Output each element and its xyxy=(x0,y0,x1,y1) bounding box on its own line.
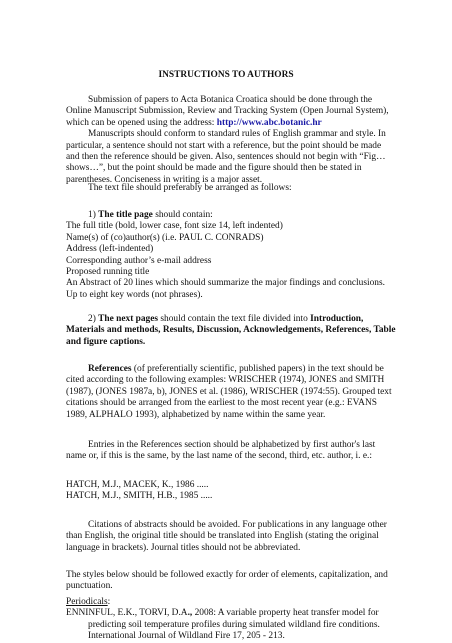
page-title: INSTRUCTIONS TO AUTHORS xyxy=(158,70,294,80)
title-page-heading xyxy=(66,210,396,221)
title-page-item: Proposed running title xyxy=(66,267,150,278)
style-paragraph: Manuscripts should conform to standard rules of English grammar and style. In particular, a sentence should not start with a reference, but the point should be made and then the reference should be given. Also, sentences should not begin with “Fig…shows…”, but the point should be made and the figure should then be stated in parentheses. Conciseness in writing is a major asset. xyxy=(66,129,386,185)
references-label: References xyxy=(88,364,132,374)
arrangement-note xyxy=(66,183,396,194)
title-page-label: The title page xyxy=(98,210,153,220)
abstracts-section xyxy=(66,520,396,554)
submission-paragraph xyxy=(66,95,396,129)
item-number: 1) xyxy=(88,210,99,220)
title-page-item: Address (left-indented) xyxy=(66,244,154,255)
title-page-section xyxy=(66,210,396,301)
title-page-item: Up to eight key words (not phrases). xyxy=(66,289,203,300)
references-section xyxy=(66,364,396,421)
journal-url-link[interactable]: http://www.abc.botanic.hr xyxy=(216,117,322,128)
example-entry: HATCH, M.J., MACEK, K., 1986 ..... xyxy=(66,480,209,490)
intro-section xyxy=(66,95,396,186)
abstracts-paragraph: Citations of abstracts should be avoided. For publications in any language other than English, the original title should be translated into English (stating the original language in brackets). Journal titles should not be abbreviated. xyxy=(66,520,387,553)
title-page-item: An Abstract of 20 lines which should summarize the major findings and conclusions. xyxy=(66,278,385,289)
references-paragraph xyxy=(66,364,396,421)
periodicals-label: Periodicals xyxy=(66,597,108,607)
submission-text: Submission of papers to Acta Botanica Croatica should be done through the Online Manuscript Submission, Review and Tracking System (Open Journal System), which can be opened using the address: xyxy=(66,95,389,128)
reference-authors: ENNINFUL, E.K., TORVI, D.A xyxy=(66,608,188,619)
arrangement-text: The text file should preferably be arranged as follows: xyxy=(88,183,292,193)
heading-colon: : xyxy=(107,597,111,607)
next-pages-paragraph xyxy=(66,314,396,348)
example-entry: HATCH, M.J., SMITH, H.B., 1985 ..... xyxy=(66,491,213,502)
styles-section xyxy=(66,570,396,593)
next-pages-label: The next pages xyxy=(98,314,159,324)
periodical-reference xyxy=(66,608,396,642)
reference-body: 2008: A variable property heat transfer model for predicting soil temperature profiles during simulated wildland fire conditions. International Journal of Wildland Fire 17, 205 - 213. xyxy=(88,608,380,642)
title-page-item: Corresponding author’s e-mail address xyxy=(66,255,212,266)
reference-punctuation: ., xyxy=(187,608,193,619)
references-text: (of preferentially scientific, published papers) in the text should be cited according to the following examples: WRISCHER (1974), JONES and SMITH (1987), (JONES 1987a, b), JONES et al. (1986), WRISCHER (1974:55). Grouped text citations should be arranged from the earliest to the most recent year (e.g.: EVANS 1989, ALPHALO 1993), alphabetized by name within the same year. xyxy=(66,364,392,420)
title-page-rest: should contain: xyxy=(152,210,213,220)
styles-paragraph: The styles below should be followed exactly for order of elements, capitalization, and punctuation. xyxy=(66,570,388,592)
item-number: 2) xyxy=(88,314,99,324)
next-pages-text: should contain the text file divided into xyxy=(158,314,311,324)
periodicals-heading xyxy=(66,597,396,608)
periodicals-section xyxy=(66,597,396,643)
title-page-item: The full title (bold, lower case, font size 14, left indented) xyxy=(66,221,283,232)
entries-examples xyxy=(66,480,396,503)
next-pages-section xyxy=(66,314,396,348)
title-page-item: Name(s) of (co)author(s) (i.e. PAUL C. CONRADS) xyxy=(66,232,264,243)
section-list: Introduction, Materials and methods, Results, Discussion, Acknowledgements, References, Table and figure captions. xyxy=(66,314,396,347)
entries-section xyxy=(66,440,396,463)
entries-paragraph: Entries in the References section should be alphabetized by first author's last name or, if this is the same, by the last name of the second, third, etc. author, i. e.: xyxy=(66,440,376,462)
